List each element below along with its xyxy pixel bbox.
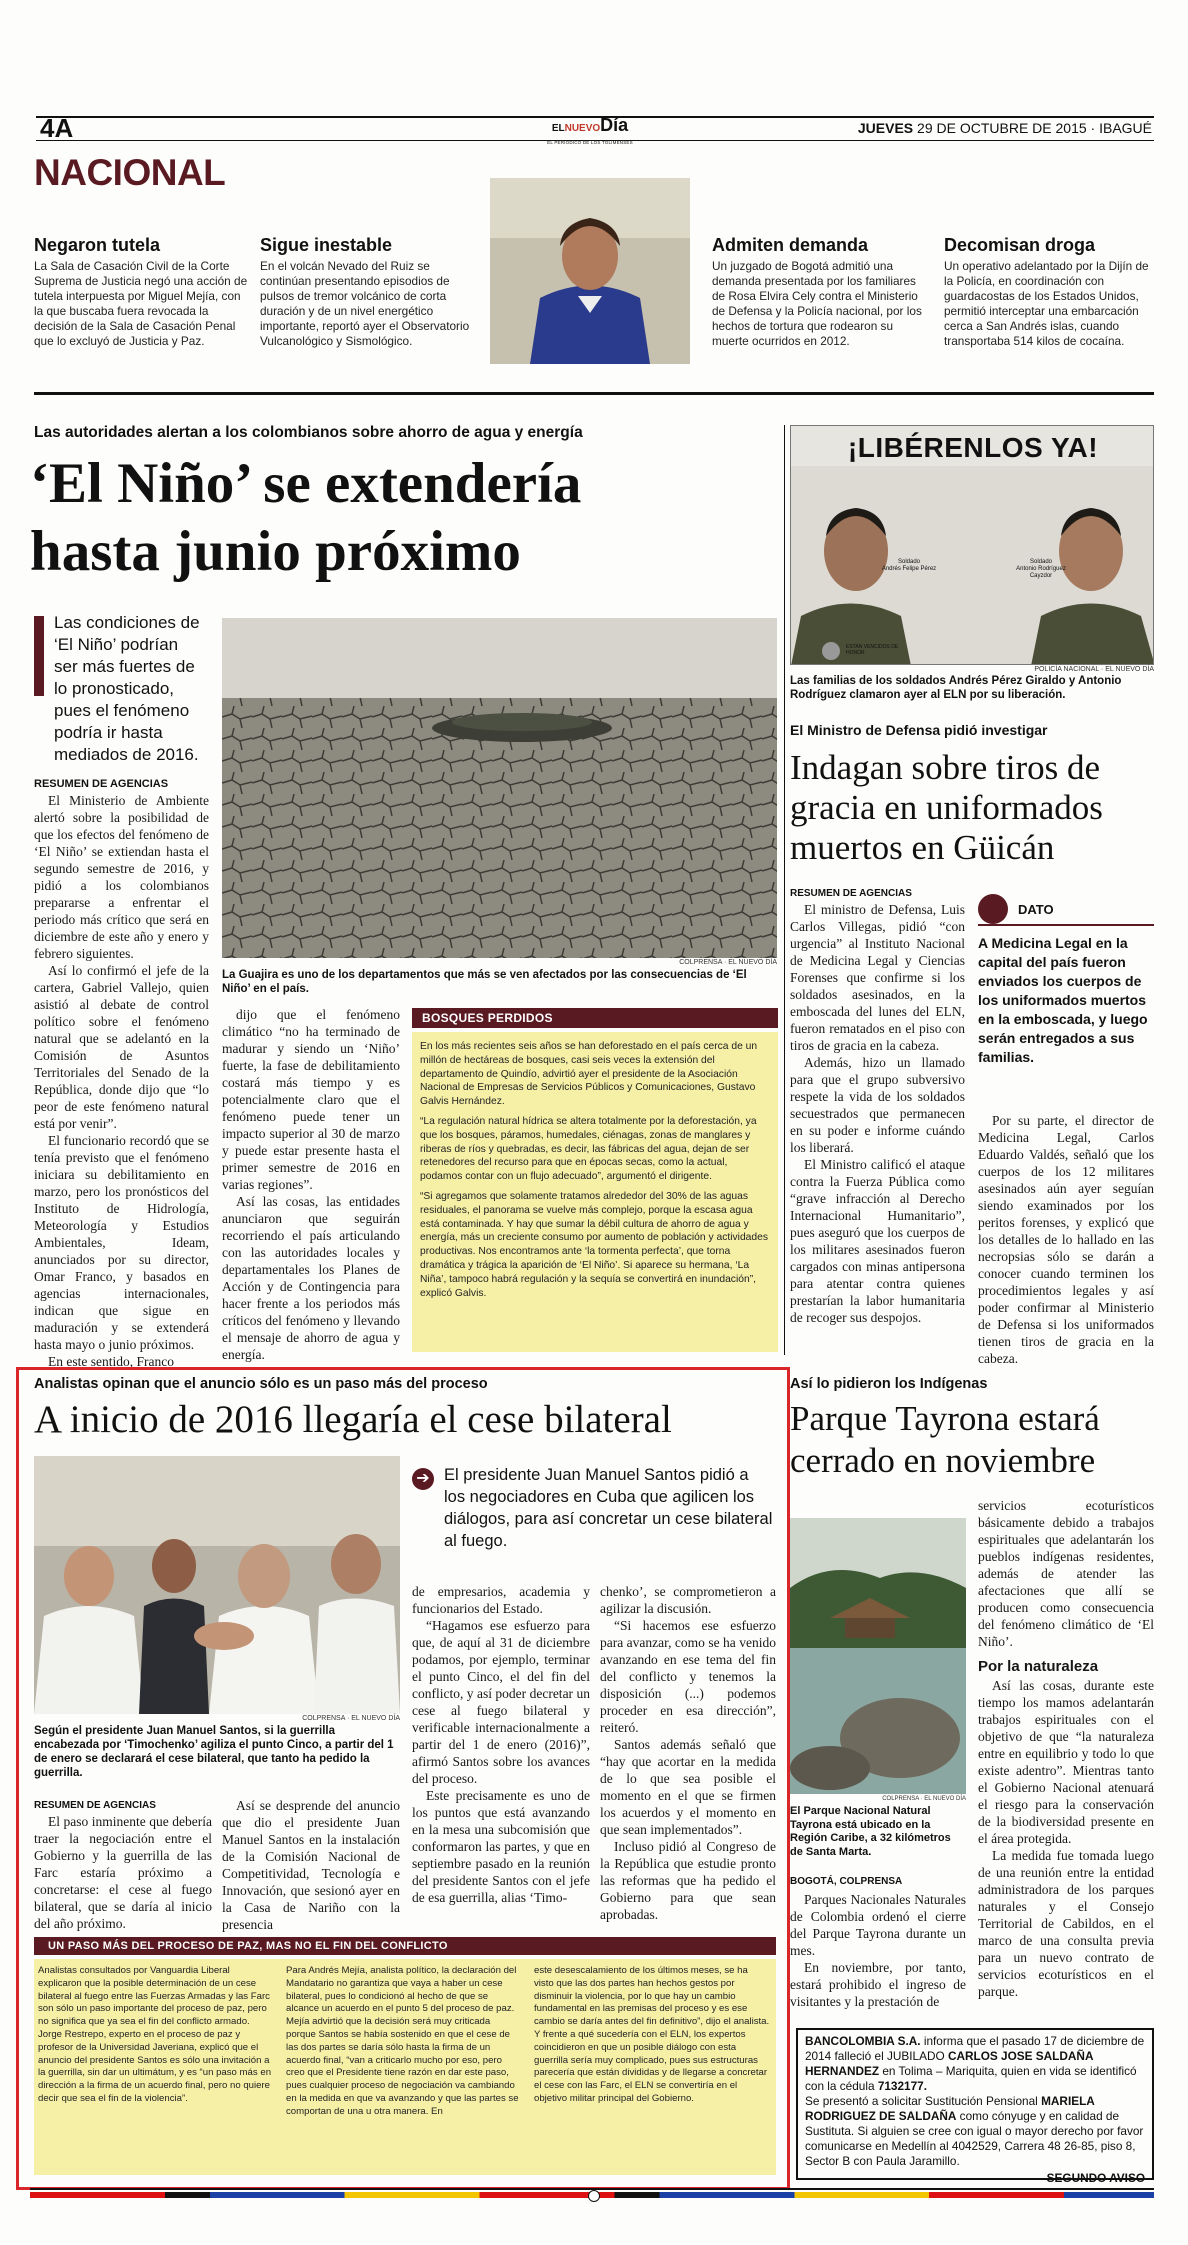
nino-col-2 [222,1006,400,1363]
paragraph: este desescalamiento de los últimos meses, se ha visto que las dos partes han hechos gestos por disminuir la violencia, por lo que hay un cambio fundamental en las premisas del proceso y es ese cambio se daría antes del fin definitivo”, dijo el analista. [534,1965,770,2028]
section-title: NACIONAL [34,152,226,193]
notice-name-2: MARIELA RODRIGUEZ DE SALDAÑA [805,2094,1095,2123]
paragraph: Y frente a qué sucedería con el ELN, los expertos coincidieron en que un posible diálogo con esta guerrilla sería muy complicado, pues sus estructuras parecería que están divididas y de llegarse a concretar el cese con las Farc, el ELN se convertiría en el objetivo militar principal del Gobierno. [534,2028,768,2104]
tayrona-caption: El Parque Nacional Natural Tayrona está ubicado en la Región Caribe, a 32 kilómetros de Santa Marta. [790,1805,951,1858]
cese-deck-arrow-icon: ➔ [412,1468,434,1490]
paragraph: Incluso pidió al Congreso de la República que estudie pronto las reformas que ha pedido el Gobierno para que sean aprobadas. [600,1839,776,1922]
nino-col-1 [34,792,209,1370]
notice-text-2: en Tolima – Mariquita, quien en vida se identificó con la cédula [805,2064,1137,2093]
registration-mark-icon [588,2190,600,2202]
notice-text-3: Se presentó a solicitar Sustitución Pensional [805,2094,1042,2108]
guican-col-1 [790,901,965,1326]
notice-footer: SEGUNDO AVISO [1046,2171,1145,2185]
masthead-nuevo: NUEVO [564,123,601,134]
cese-sidebox-title: UN PASO MÁS DEL PROCESO DE PAZ, MAS NO EL FIN DEL CONFLICTO [34,1937,776,1955]
paragraph: Así las cosas, durante este tiempo los mamos adelantarán trabajos espirituales con el objetivo de que “la naturaleza entre en equilibrio y todo lo que existe adentro”. Mientras tanto el Gobierno Nacional atenuará el riesgo para la conservación de la biodiversidad presente en el área protegida. [978,1678,1154,1846]
brief-title: Negaron tutela [34,235,161,255]
nino-sidebox-body [412,1032,778,1352]
paragraph: de empresarios, academia y funcionarios del Estado. [412,1584,590,1616]
paragraph: dijo que el fenómeno climático “no ha terminado de madurar y siendo un ‘Niño’ fuerte, la fase de debilitamiento costará más tiempo y es potencialmente claro que el fenómeno puede tener un impacto superior al 30 de marzo y puede estar presente hasta el primer semestre de 2016 en varias regiones”. [222,1007,400,1192]
cese-headline: A inicio de 2016 llegaría el cese bilateral [34,1398,672,1441]
paragraph: Así lo confirmó el jefe de la cartera, Gabriel Vallejo, quien asistió al debate de control político sobre el fenómeno natural que se adelantó en la Comisión de Asuntos Territoriales del Senado de la República, donde dijo que “lo peor de este fenómeno natural está por venir”. [34,963,209,1131]
cese-deck: El presidente Juan Manuel Santos pidió a los negociadores en Cuba que agilicen los diálogos, para así concretar un cese bilateral al fuego. [444,1466,773,1550]
liberenlos-caption: Las familias de los soldados Andrés Pérez Giraldo y Antonio Rodríguez clamaron ayer al ELN por su liberación. [790,675,1122,701]
cese-photo-credit: COLPRENSA · EL NUEVO DÍA [302,1715,400,1722]
cese-kicker: Analistas opinan que el anuncio sólo es un paso más del proceso [34,1376,488,1392]
soldier2-name: Antonio Rodríguez Cayzdor [1016,566,1066,579]
liberenlos-photo [790,425,1154,665]
cese-col-1 [34,1813,212,1932]
paragraph: Analistas consultados por Vanguardia Liberal explicaron que la posible determinación de un cese bilateral al fuego entre las Fuerzas Armadas y las Farc son sólo un paso importante del proceso de paz, pero no significa que ya sea el fin del conflicto armado. [38,1965,270,2028]
cese-sidebox-col-2 [286,1965,522,2119]
paragraph: chenko’, se comprometieron a agilizar la discusión. [600,1584,776,1616]
paragraph: Así se desprende del anuncio que dio el presidente Juan Manuel Santos en la instalación de la Comisión Nacional de Competitividad, Tecnología e Innovación, que sesionó ayer en la Casa de Nariño con la presencia [222,1798,400,1932]
paragraph: servicios ecoturísticos básicamente debido a trabajos espirituales que adelantarán los pueblos indígenas residentes, además de atender las afectaciones que allí se producen como consecuencia del fenómeno climático de ‘El Niño’. [978,1498,1154,1649]
briefs-bottom-rule [34,392,1154,395]
tayrona-headline: Parque Tayrona estará cerrado en noviembre [790,1399,1100,1480]
paragraph: En este sentido, Franco [48,1354,174,1369]
nino-headline-line2: hasta junio próximo [30,520,521,583]
soldier1-label [879,559,939,573]
paragraph: En los más recientes seis años se han deforestado en el país cerca de un millón de hectáreas de bosques, casi seis veces la extensión del departamento de Quindío, advirtió ayer el presidente de la Asociación Nacional de Empresas de Servicios Públicos y Comunicaciones, Gustavo Galvis Hernández. [420,1041,758,1108]
paragraph: Así las cosas, las entidades anunciaron que seguirán recorriendo el país articulando con las autoridades locales y departamentales los Planes de Acción y de Contingencia para hacer frente a los periodos más críticos del fenómeno y llevando el mensaje de ahorro de agua y energía. [222,1194,400,1362]
paragraph: “Si agregamos que solamente tratamos alrededor del 30% de las aguas residuales, el panorama se vuelve más complejo, porque la escasa agua está contaminada. Y hay que sumar la débil cultura de ahorro de agua y energía, más un creciente consumo por aumento de población y actividades productivas. Nos encontramos ante ‘la tormenta perfecta’, que torna dramática y trágica la aparición de ‘El Niño’. Si aparece su hermana, ‘La Niña’, tampoco habrá regulación y la sequía se convertirá en inundación”, explicó Galvis. [420,1190,769,1299]
paragraph: El paso inminente que debería traer la negociación entre el Gobierno y la guerrilla de las Farc estaría próximo a concretarse: el cese al fuego bilateral, que se daría al inicio del año próximo. [34,1814,212,1931]
brief-text: Un juzgado de Bogotá admitió una demanda presentada por los familiares de Rosa Elvira Cely contra el Ministerio de Defensa y la Policía nacional, por los hechos de tortura que rodearon su muerte ocurridos en 2012. [712,259,922,348]
notice-name-1: CARLOS JOSE SALDAÑA HERNANDEZ [805,2049,1094,2078]
paragraph: “Si hacemos ese esfuerzo para avanzar, como se ha venido avanzando en ese tema del fin del conflicto y tenemos la disposición (...) podemos proceder en esa dirección”, reiteró. [600,1618,776,1735]
paragraph: “La regulación natural hídrica se altera totalmente por la deforestación, ya que los bosques, páramos, humedales, ciénagas, zonas de manglares y riberas de ríos y quebradas, es decir, las fábricas del agua, dejan de ser retenedores del recurso para que en épocas secas, como la actual, podamos contar con un flujo adecuado”, argumentó el dirigente. [420,1115,757,1183]
tayrona-byline: BOGOTÁ, COLPRENSA [790,1876,903,1887]
paragraph: Este precisamente es uno de los puntos que está avanzando en la mesa una subcomisión que conformaron las partes, y que en septiembre pasado en la reunión del presidente Santos con el jefe de esa guerrilla, alias ‘Timo- [412,1788,590,1905]
notice-company: BANCOLOMBIA S.A. [805,2034,921,2048]
guican-byline: RESUMEN DE AGENCIAS [790,888,912,899]
cese-sidebox [34,1937,776,2177]
cese-caption: Según el presidente Juan Manuel Santos, si la guerrilla encabezada por ‘Timochenko’ agiliza el punto Cinco, a partir del 1 de enero se declarará el cese bilateral, que tanto ha pedido la guerrilla. [34,1725,394,1779]
tayrona-kicker: Así lo pidieron los Indígenas [790,1376,988,1392]
guican-kicker: El Ministro de Defensa pidió investigar [790,722,1048,738]
tayrona-col-1 [790,1891,966,2010]
date-line [858,120,1152,136]
nino-photo [222,618,777,958]
paragraph: Parques Nacionales Naturales de Colombia ordenó el cierre del Parque Tayrona durante un mes. [790,1892,966,1958]
date-rest: 29 DE OCTUBRE DE 2015 · IBAGUÉ [917,120,1152,136]
cese-col-4 [600,1583,776,1923]
column-divider [784,425,785,1355]
paragraph: El funcionario recordó que se tenía previsto que el fenómeno iniciara su debilitamiento en marzo, pero los pronósticos del Instituto de Hidrología, Meteorología y Estudios Ambientales, Ideam, anunciados por su director, Omar Franco, y basados en agencias internacionales, indican que sigue en maduración y se extenderá hasta mayo o junio próximos. [34,1133,209,1352]
paragraph: En noviembre, por tanto, estará prohibido el ingreso de visitantes y la prestación de [790,1960,966,2009]
nino-sidebox-title: BOSQUES PERDIDOS [412,1008,778,1028]
beach-illustration [790,1518,966,1794]
nino-photo-credit: COLPRENSA · EL NUEVO DÍA [679,959,777,966]
paragraph: La medida fue tomada luego de una reunión entre la entidad administradora de los parques naturales y el Consejo Territorial de Cabildos, en el marco de una consulta previa para un nuevo contrato de servicios ecoturísticos en el parque. [978,1848,1154,1999]
nino-sidebox [412,1008,778,1353]
brief-3 [712,235,922,349]
paragraph: Además, hizo un llamado para que el grupo subversivo respete la vida de los soldados secuestrados que permanecen en su poder e informe cuándo los liberará. [790,1055,965,1155]
soldiers-illustration [791,466,1154,665]
cese-col-3 [412,1583,590,1906]
paragraph: El Ministerio de Ambiente alertó sobre la posibilidad de que los efectos del fenómeno de ‘El Niño’ se extiendan hasta el segundo semestre de 2016, y pidió a los colombianos prepararse a enfrentar el periodo más crítico que será en diciembre de este año y enero y febrero siguientes. [34,793,209,961]
emblem-text: ESTAN VENCIDOS DE HONOR [846,644,899,656]
masthead-sub: EL PERIÓDICO DE LOS TOLIMENSES [547,140,633,145]
nino-byline: RESUMEN DE AGENCIAS [34,778,169,790]
handshake-illustration [34,1456,400,1714]
brief-text: La Sala de Casación Civil de la Corte Suprema de Justicia negó una acción de tutela interpuesta por Miguel Mejía, con la que buscaba fuera revocada la decisión de la Sala de Casación Penal que lo excluyó de Justicia y Paz. [34,259,248,348]
masthead-el: EL [551,123,565,134]
dato-badge-icon [978,894,1008,924]
nino-kicker: Las autoridades alertan a los colombianos sobre ahorro de agua y energía [34,424,583,441]
nino-headline-line1: ‘El Niño’ se extendería [30,452,582,515]
page-number: 4A [40,113,74,143]
notice-cedula: 7132177. [877,2079,928,2093]
nino-caption: La Guajira es uno de los departamentos que más se ven afectados por las consecuencias de ‘El Niño’ en el país. [222,969,747,995]
brief-portrait-photo [490,178,690,364]
brief-1 [34,235,249,349]
guican-col-2 [978,1112,1154,1367]
paragraph: “Hagamos ese esfuerzo para que, de aquí al 31 de diciembre podamos, por ejemplo, terminar el punto Cinco, el del fin del conflicto, y así poder decretar un cese al fuego bilateral y verificable internacionalmente a partir del 1 de enero (2016)”, afirmó Santos sobre los avances del proceso. [412,1618,590,1786]
nino-deck-marker [34,616,44,696]
brief-2 [260,235,475,349]
paragraph: Para Andrés Mejía, analista político, la declaración del Mandatario no garantiza que vaya a haber un cese bilateral, pues lo condicionó al hecho de que se alcance un acuerdo en el punto 5 del proceso de paz. Mejía advirtió que la decisión será muy criticada porque Santos se había sostenido en que el cese de las dos partes se daría sólo hasta la firma de un acuerdo final, “van a criticarlo mucho por eso, pero creo que el Presidente tiene razón en dar este paso, pues cualquier proceso de negociación va cambiando en la medida en que va avanzando y que las partes se comportan de una u otra manera. En [286,1965,519,2117]
tayrona-photo [790,1518,966,1794]
masthead-logo [540,115,640,150]
cese-sidebox-col-1 [38,1965,274,2106]
cese-sidebox-body [34,1959,776,2175]
paragraph: Jorge Restrepo, experto en el proceso de paz y profesor de la Universidad Javeriana, explicó que el anuncio del presidente Santos es sólo una invitación a la guerrilla, sin dar un ultimátum, y es “un paso más en dirección a la firma de un acuerdo final, pero no quiere decir que sea el fin de la violencia”. [38,2028,272,2104]
brief-title: Admiten demanda [712,235,869,255]
cese-photo [34,1456,400,1714]
guican-headline: Indagan sobre tiros de gracia en uniformados muertos en Güicán [790,748,1103,867]
soldier1-name: Andrés Felipe Pérez [881,566,937,572]
cese-sidebox-col-3 [534,1965,770,2106]
dato-box [978,894,1154,1067]
masthead-dia: Día [600,115,629,135]
brief-title: Sigue inestable [260,235,393,255]
bancolombia-notice [796,2028,1154,2185]
notice-text-4: como cónyuge y en calidad de Sustituta. Si alguien se cree con igual o mayor derecho por favor comunicarse en Medellín al 4042529, Carrera 48 26-85, piso 8, Sector B con Paula Jaramillo. [805,2109,1144,2168]
soldier1-rank: Soldado [897,559,921,565]
tayrona-subhead: Por la naturaleza [978,1658,1099,1675]
brief-text: Un operativo adelantado por la Dijín de la Policía, en coordinación con guardacostas de los Estados Unidos, permitió interceptar una embarcación cerca a San Andrés islas, cuando transportaba 514 kilos de cocaína. [944,259,1149,348]
liberenlos-title: ¡LIBÉRENLOS YA! [847,432,1099,463]
liberenlos-credit: POLICÍA NACIONAL · EL NUEVO DÍA [1034,666,1154,673]
nino-deck: Las condiciones de ‘El Niño’ podrían ser más fuertes de lo pronosticado, pues el fenómeno podría ir hasta mediados de 2016. [54,613,200,764]
soldier2-label [1006,559,1076,580]
soldier2-rank: Soldado [1029,559,1053,565]
paragraph: Santos además señaló que “hay que acortar en la medida de lo que sea posible el momento en el que se firmen los acuerdos y el momento en que sean implementados”. [600,1737,776,1837]
cese-byline: RESUMEN DE AGENCIAS [34,1800,156,1811]
brief-4 [944,235,1154,349]
brief-text: En el volcán Nevado del Ruiz se continúan presentando episodios de pulsos de tremor volcánico de corta duración y de un nivel energético importante, reportó ayer el Observatorio Vulcanológico y Sismológico. [260,259,470,348]
dry-lakebed-illustration [222,618,777,958]
nino-headline [30,450,790,586]
dato-text: A Medicina Legal en la capital del país fueron enviados los cuerpos de los uniformados muertos en la emboscada, y luego serán entregados a sus familias. [978,935,1148,1065]
paragraph: El Ministro calificó el ataque contra la Fuerza Pública como “grave infracción al Derecho Internacional Humanitario”, pues aseguró que los cuerpos de los militares asesinados fueron cargados con minas antipersona para atentar contra quienes prestarían la labor humanitaria de recoger sus despojos. [790,1157,965,1325]
brief-title: Decomisan droga [944,235,1096,255]
tayrona-col-2 [978,1497,1154,2000]
cese-col-2 [222,1797,400,1933]
woman-portrait-illustration [490,178,690,364]
dato-header [978,894,1154,926]
notice-text-1: informa que el pasado 17 de diciembre de 2014 falleció el JUBILADO [805,2034,1145,2063]
paragraph: Por su parte, el director de Medicina Legal, Carlos Eduardo Valdés, señaló que los cuerpos de los 12 militares asesinados aún ayer seguían siendo examinados por los peritos forenses, y explicó que los detalles de lo hallado en las necropsias sólo se darán a conocer cuando terminen los procedimientos legales y así poder confirmar al Ministerio de Defensa si los uniformados tienen tiros de gracia en la cabeza. [978,1113,1154,1366]
dato-label: DATO [1018,902,1054,917]
tayrona-photo-credit: COLPRENSA · EL NUEVO DÍA [882,1796,966,1802]
date-day: JUEVES [857,120,914,136]
paragraph: El ministro de Defensa, Luis Carlos Villegas, pidió “con urgencia” al Instituto Nacional de Medicina Legal y Ciencias Forenses que confirme si los soldados asesinados, en la emboscada del lunes del ELN, fueron rematados en el piso con tiros de gracia en la cabeza. [790,902,965,1053]
